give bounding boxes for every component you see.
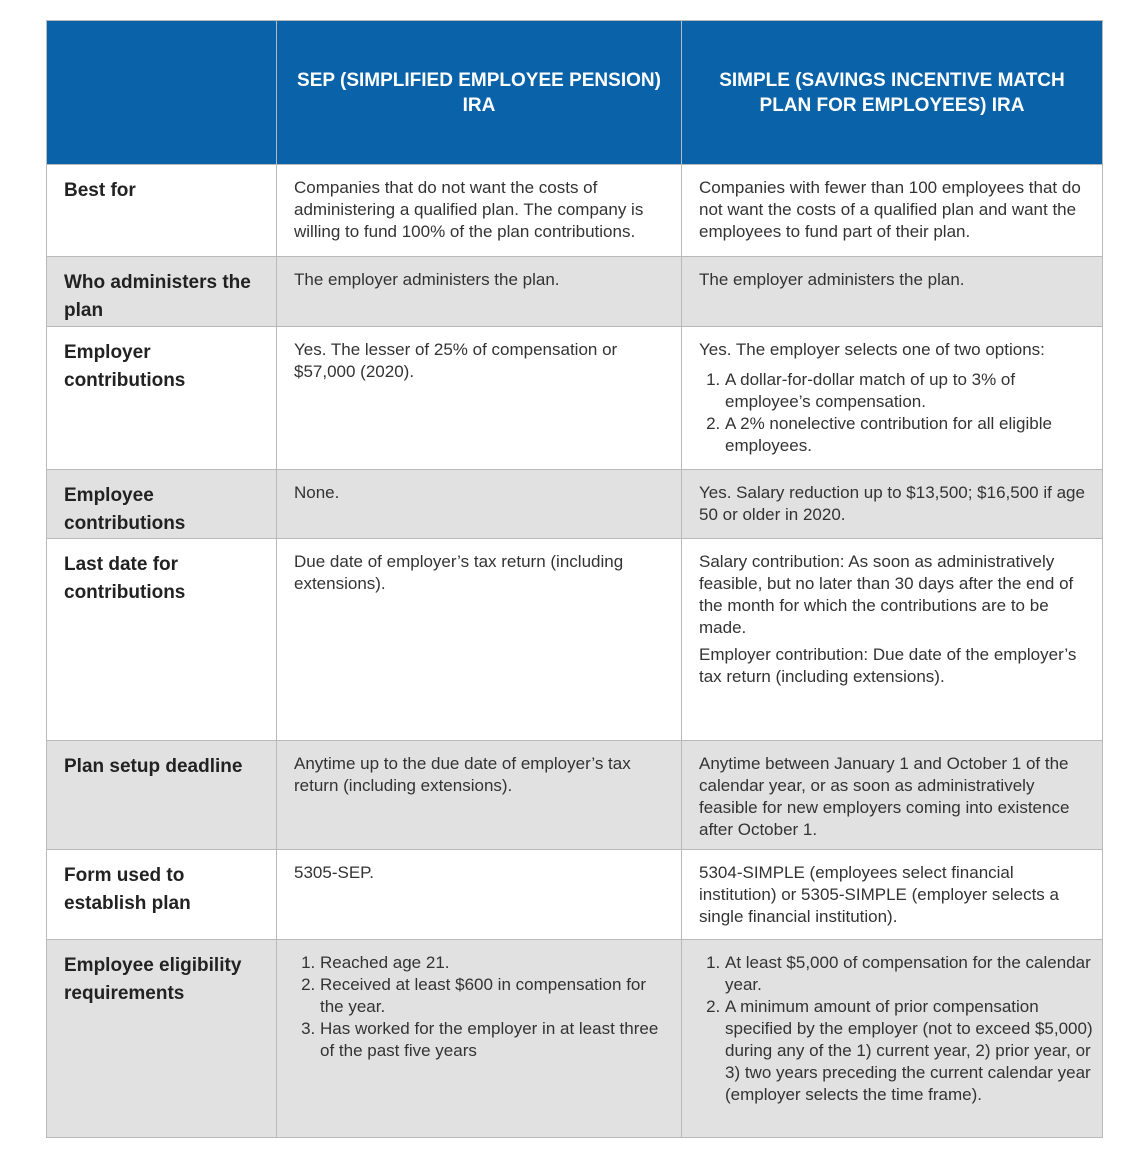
header-simple-ira: SIMPLE (SAVINGS INCENTIVE MATCH PLAN FOR EMPLOYEES) IRA	[682, 21, 1103, 165]
row-plan-setup-deadline	[47, 741, 1103, 850]
row-employee-contributions	[47, 470, 1103, 539]
sep-cell: Companies that do not want the costs of administering a qualified plan. The company is willing to fund 100% of the plan contributions.	[277, 165, 682, 257]
row-label: Employer contributions	[47, 327, 277, 470]
simple-cell: Yes. Salary reduction up to $13,500; $16,500 if age 50 or older in 2020.	[682, 470, 1103, 539]
row-label: Employee contributions	[47, 470, 277, 539]
sep-eligibility-list	[294, 952, 673, 1062]
list-item: 1. Reached age 21.	[320, 952, 673, 974]
salary-contribution-text: Salary contribution: As soon as administratively feasible, but no later than 30 days after the end of the month for which the contributions are to be made.	[699, 552, 1074, 637]
row-label: Best for	[47, 165, 277, 257]
employer-contribution-text: Employer contribution: Due date of the employer’s tax return (including extensions).	[699, 645, 1077, 686]
sep-cell: Due date of employer’s tax return (including extensions).	[277, 539, 682, 741]
simple-intro: Yes. The employer selects one of two options:	[699, 340, 1045, 359]
list-item: 2. Received at least $600 in compensation for the year.	[320, 974, 673, 1018]
simple-cell	[682, 539, 1103, 741]
row-last-date	[47, 539, 1103, 741]
simple-cell: Anytime between January 1 and October 1 of the calendar year, or as soon as administratively feasible for new employers coming into existence after October 1.	[682, 741, 1103, 850]
row-label: Employee eligibility requirements	[47, 940, 277, 1138]
sep-cell: None.	[277, 470, 682, 539]
sep-cell: The employer administers the plan.	[277, 257, 682, 327]
row-eligibility	[47, 940, 1103, 1138]
header-sep-ira: SEP (SIMPLIFIED EMPLOYEE PENSION) IRA	[277, 21, 682, 165]
sep-cell: Anytime up to the due date of employer’s tax return (including extensions).	[277, 741, 682, 850]
simple-cell	[682, 327, 1103, 470]
row-label: Who administers the plan	[47, 257, 277, 327]
simple-cell: Companies with fewer than 100 employees that do not want the costs of a qualified plan and want the employees to fund part of their plan.	[682, 165, 1103, 257]
header-row	[47, 21, 1103, 165]
row-label: Plan setup deadline	[47, 741, 277, 850]
sep-cell	[277, 940, 682, 1138]
sep-cell: 5305-SEP.	[277, 850, 682, 940]
row-form-used	[47, 850, 1103, 940]
ira-comparison-table	[46, 20, 1103, 1138]
simple-options-list	[699, 369, 1094, 457]
list-item: 2. A minimum amount of prior compensation specified by the employer (not to exceed $5,000) during any of the 1) current year, 2) prior year, or 3) two years preceding the current calendar year (employer selects the time frame).	[725, 996, 1094, 1106]
simple-cell: 5304-SIMPLE (employees select financial institution) or 5305-SIMPLE (employer selects a single financial institution).	[682, 850, 1103, 940]
row-best-for	[47, 165, 1103, 257]
header-blank-cell	[47, 21, 277, 165]
row-who-administers	[47, 257, 1103, 327]
row-label: Form used to establish plan	[47, 850, 277, 940]
sep-cell: Yes. The lesser of 25% of compensation or $57,000 (2020).	[277, 327, 682, 470]
list-item: 3. Has worked for the employer in at least three of the past five years	[320, 1018, 673, 1062]
simple-eligibility-list	[699, 952, 1094, 1106]
row-label: Last date for contributions	[47, 539, 277, 741]
simple-cell	[682, 940, 1103, 1138]
list-item: 2. A 2% nonelective contribution for all eligible employees.	[725, 413, 1094, 457]
simple-cell: The employer administers the plan.	[682, 257, 1103, 327]
list-item: 1. A dollar-for-dollar match of up to 3% of employee’s compensation.	[725, 369, 1094, 413]
row-employer-contributions	[47, 327, 1103, 470]
list-item: 1. At least $5,000 of compensation for the calendar year.	[725, 952, 1094, 996]
